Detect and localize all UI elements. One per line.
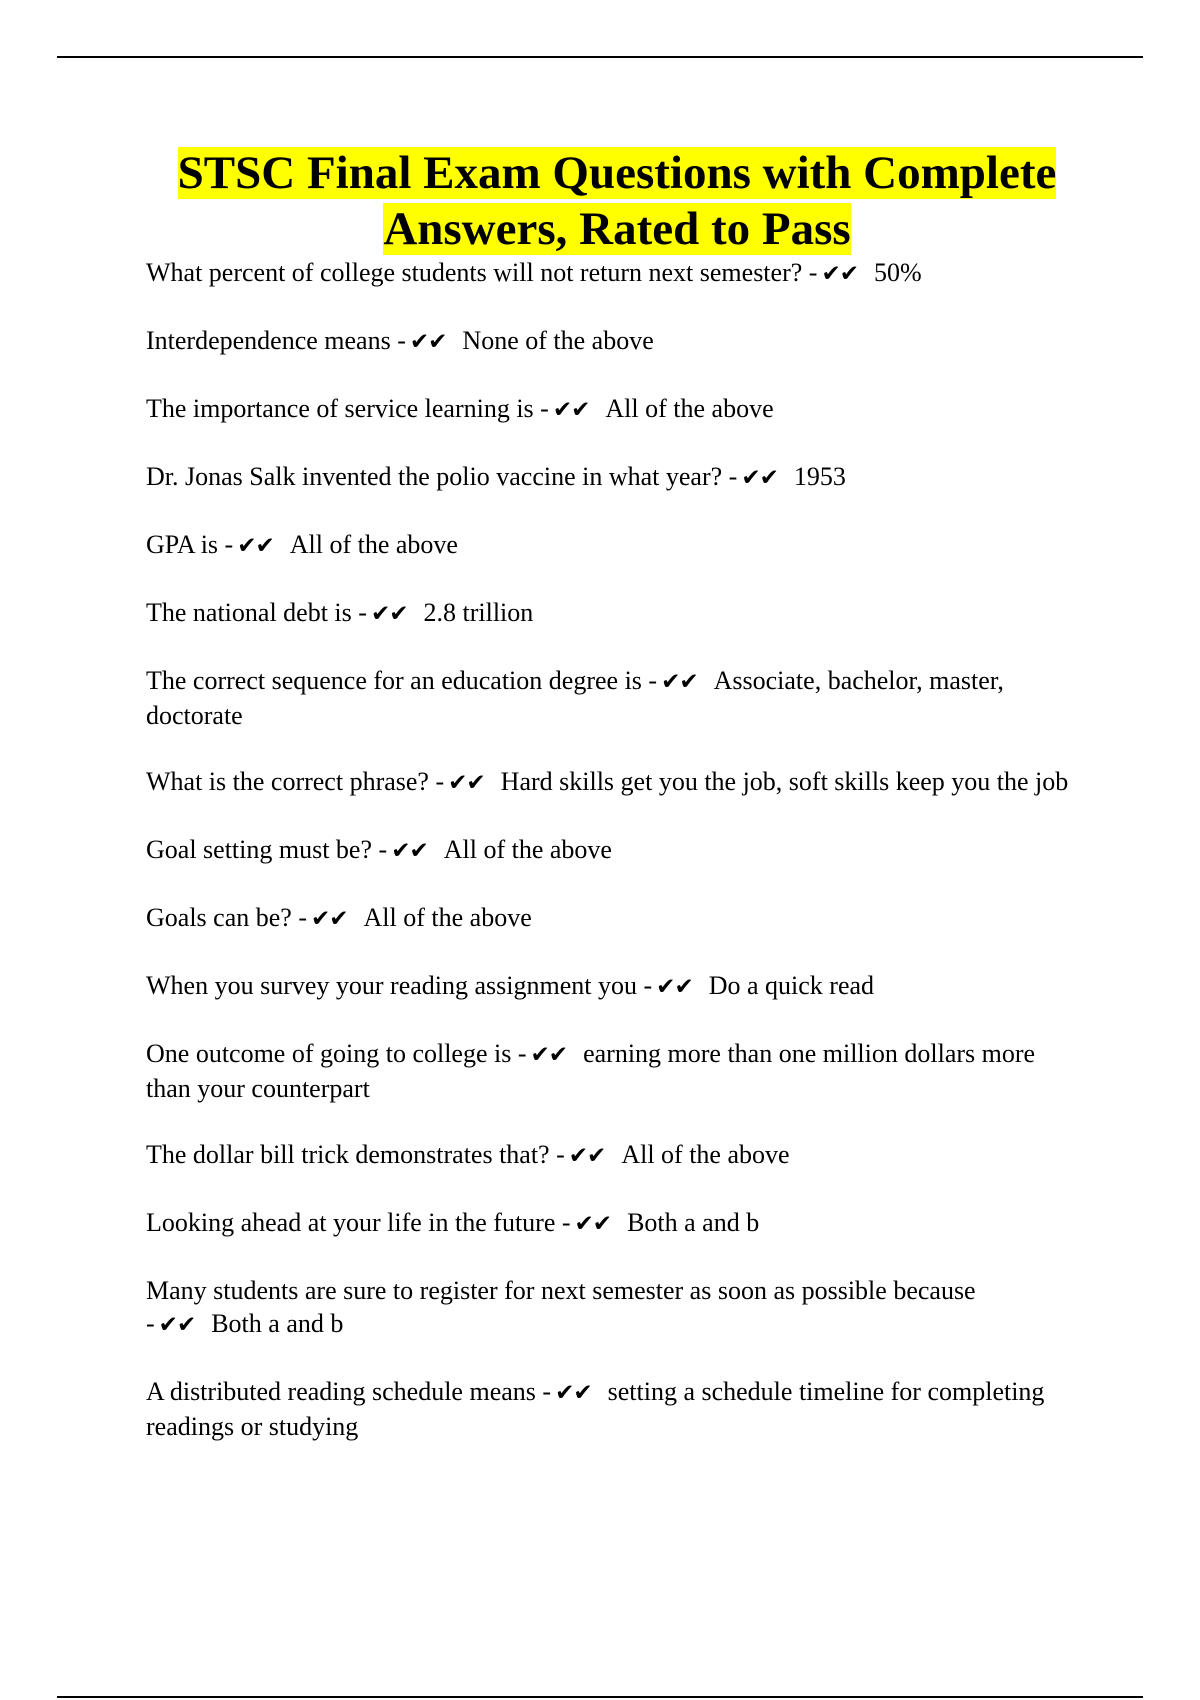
question-text: What is the correct phrase? - <box>146 767 445 796</box>
header-rule <box>57 56 1143 58</box>
checkmark-icon: ✔✔ <box>370 601 408 627</box>
question-text: Looking ahead at your life in the future - <box>146 1208 571 1237</box>
answer-text: setting a schedule timeline for completing readings or studying <box>146 1377 1045 1441</box>
answer-text: Both a and b <box>627 1208 760 1237</box>
question-text: Interdependence means - <box>146 326 406 355</box>
answer-text: All of the above <box>289 530 458 559</box>
answer-text: earning more than one million dollars more than your counterpart <box>146 1039 1036 1103</box>
answer-text: Both a and b <box>211 1309 344 1338</box>
checkmark-icon: ✔✔ <box>568 1143 606 1169</box>
question-text: Goals can be? - <box>146 903 307 932</box>
answer-text: All of the above <box>363 903 532 932</box>
checkmark-icon: ✔✔ <box>158 1312 196 1338</box>
answer-text: 50% <box>873 258 922 287</box>
qa-item <box>146 256 1086 291</box>
document-title <box>100 145 1134 257</box>
checkmark-icon: ✔✔ <box>237 533 274 559</box>
qa-item <box>146 765 1086 800</box>
question-text: The correct sequence for an education degree is - <box>146 666 658 695</box>
qa-item <box>146 969 1086 1004</box>
document-title-line-1: STSC Final Exam Questions with Complete <box>177 147 1057 199</box>
document-title-line-2: Answers, Rated to Pass <box>383 203 851 255</box>
answer-text: Hard skills get you the job, soft skills keep you the job <box>500 767 1069 796</box>
answer-text: All of the above <box>621 1140 790 1169</box>
qa-item <box>146 1375 1086 1443</box>
answer-text: Associate, bachelor, master, doctorate <box>146 666 1004 730</box>
checkmark-icon: ✔✔ <box>555 1380 592 1406</box>
checkmark-icon: ✔✔ <box>310 906 348 932</box>
checkmark-icon: ✔✔ <box>530 1042 568 1068</box>
question-text: One outcome of going to college is - <box>146 1039 527 1068</box>
qa-item <box>146 901 1086 936</box>
qa-item <box>146 664 1086 732</box>
question-text: What percent of college students will not return next semester? - <box>146 258 818 287</box>
question-text: Dr. Jonas Salk invented the polio vaccine in what year? - <box>146 462 738 491</box>
qa-item <box>146 833 1086 868</box>
qa-item <box>146 460 1086 495</box>
answer-text: All of the above <box>443 835 612 864</box>
question-text: The national debt is - <box>146 598 367 627</box>
footer-rule <box>57 1696 1143 1698</box>
checkmark-icon: ✔✔ <box>741 465 778 491</box>
question-text: GPA is - <box>146 530 234 559</box>
answer-text: 1953 <box>793 462 846 491</box>
qa-item <box>146 324 1086 359</box>
qa-item <box>146 392 1086 427</box>
checkmark-icon: ✔✔ <box>409 329 447 355</box>
qa-item <box>146 528 1086 563</box>
checkmark-icon: ✔✔ <box>661 669 698 695</box>
qa-item <box>146 1206 1086 1241</box>
checkmark-icon: ✔✔ <box>656 974 693 1000</box>
checkmark-icon: ✔✔ <box>391 838 428 864</box>
checkmark-icon: ✔✔ <box>574 1211 612 1237</box>
answer-text: All of the above <box>605 394 774 423</box>
qa-item <box>146 596 1086 631</box>
question-text: The importance of service learning is - <box>146 394 549 423</box>
qa-item <box>146 1274 1086 1342</box>
answer-text: 2.8 trillion <box>423 598 534 627</box>
question-text: A distributed reading schedule means - <box>146 1377 552 1406</box>
qa-item <box>146 1037 1086 1105</box>
answer-text: Do a quick read <box>708 971 875 1000</box>
checkmark-icon: ✔✔ <box>821 261 858 287</box>
question-text: When you survey your reading assignment you - <box>146 971 653 1000</box>
question-text: The dollar bill trick demonstrates that? - <box>146 1140 565 1169</box>
question-text: Many students are sure to register for next semester as soon as possible because - <box>146 1276 976 1338</box>
question-answer-list <box>146 256 1086 1476</box>
question-text: Goal setting must be? - <box>146 835 388 864</box>
checkmark-icon: ✔✔ <box>552 397 590 423</box>
checkmark-icon: ✔✔ <box>448 770 485 796</box>
answer-text: None of the above <box>462 326 654 355</box>
qa-item <box>146 1138 1086 1173</box>
